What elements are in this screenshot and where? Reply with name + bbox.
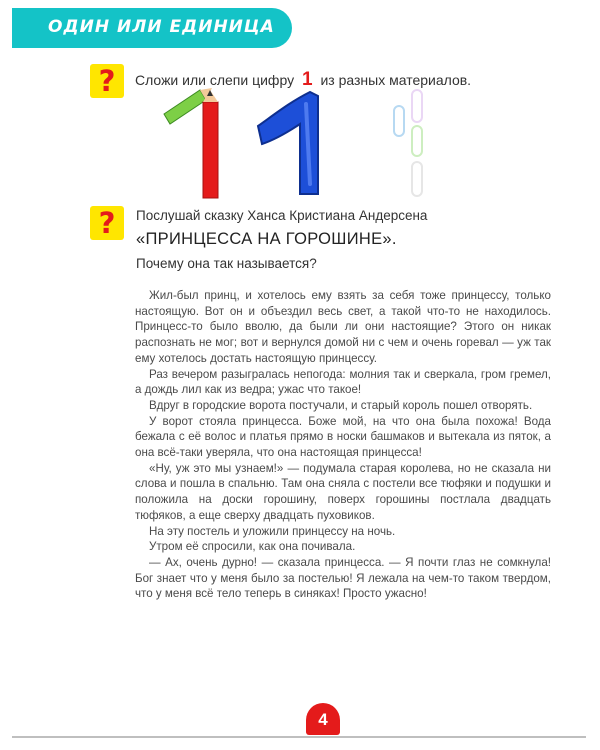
story-paragraph: Раз вечером разыгралась непогода: молния так и сверкала, гром гремел, а дождь лил как из ведра; ужас что такое! xyxy=(135,367,551,397)
pencil-one-icon xyxy=(164,88,218,198)
story-paragraph: Жил-был принц, и хотелось ему взять за себя тоже принцессу, только настоящую. Вот он и объездил весь свет, а такой что-то не находилось. Принцесс-то было вволю, да были ли они настоящие? Этого он никак распознать не мог; вот и вернулся домой ни с чем и очень горевал — уж так ему хотелось достать настоящую принцессу. xyxy=(135,289,551,365)
story-paragraph: Утром её спросили, как она почивала. xyxy=(149,540,356,554)
story-paragraph: — Ах, очень дурно! — сказала принцесса. — Я почти глаз не сомкнула! Бог знает что у меня было за постелью! Я лежала на чем-то таком твердом, что у меня всё тело теперь в синяках! Просто ужасно! xyxy=(135,555,551,601)
illustration-ones xyxy=(150,84,450,204)
task1-text-before: Сложи или слепи цифру xyxy=(135,72,295,88)
story-paragraph: На эту постель и уложили принцессу на ночь. xyxy=(149,524,396,538)
story-question: Почему она так называется? xyxy=(136,256,317,271)
story-text xyxy=(135,288,551,602)
plasticine-one-icon xyxy=(258,92,318,194)
task1-text-after: из разных материалов. xyxy=(320,72,472,88)
story-paragraph: Вдруг в городские ворота постучали, и старый король пошел отворять. xyxy=(149,398,533,412)
story-title: «ПРИНЦЕССА НА ГОРОШИНЕ». xyxy=(136,230,397,248)
section-title: ОДИН ИЛИ ЕДИНИЦА xyxy=(48,17,275,37)
paperclip-one-icon xyxy=(394,90,422,196)
page-bottom-divider xyxy=(12,736,586,738)
story-paragraph: «Ну, уж это мы узнаем!» — подумала старая королева, но не сказала ни слова и пошла в спальню. Там она сняла с постели все тюфяки и подушки и положила на доски горошину, поверх горошины постлала двадцать тюфяков, а еще сверху двадцать пуховиков. xyxy=(135,461,551,522)
page-number: 4 xyxy=(306,703,340,735)
story-paragraph: У ворот стояла принцесса. Боже мой, на что она была похожа! Вода бежала с её волос и платья прямо в носки башмаков и вытекала из пяток, а она всё-таки уверяла, что она настоящая принцесса! xyxy=(135,414,551,460)
question-mark-icon-2: ? xyxy=(90,206,124,240)
question-mark-icon: ? xyxy=(90,64,124,98)
section-banner xyxy=(12,8,292,48)
task1-digit: 1 xyxy=(301,69,313,90)
story-intro: Послушай сказку Ханса Кристиана Андерсена xyxy=(136,208,428,223)
